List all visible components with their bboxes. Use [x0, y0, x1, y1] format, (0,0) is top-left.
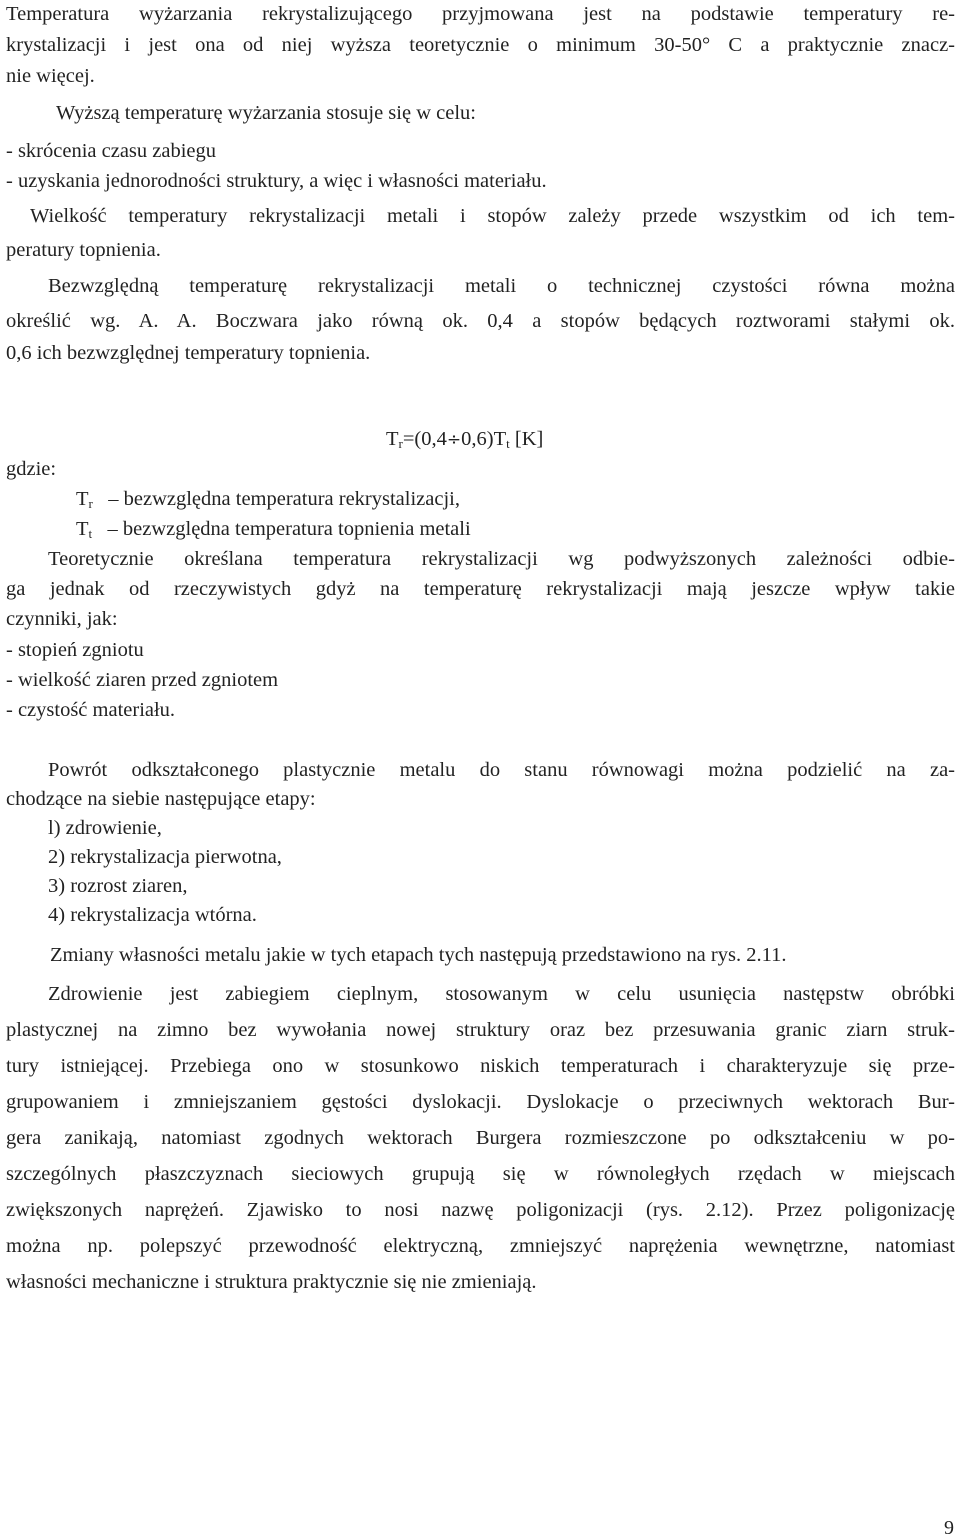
formula-unit: [K] [514, 428, 544, 450]
paragraph-line: gera zanikają, natomiast zgodnych wektorach Burgera rozmieszczone po odkształceniu w po- [6, 1127, 955, 1149]
paragraph-line: Temperatura wyżarzania rekrystalizującego przyjmowana jest na podstawie temperatury re- [6, 3, 955, 25]
paragraph-line: można np. polepszyć przewodność elektryczną, zmniejszyć naprężenia wewnętrzne, natomiast [6, 1235, 955, 1257]
paragraph-line: tury istniejącej. Przebiega ono w stosunkowo niskich temperaturach i charakteryzuje się prze- [6, 1055, 955, 1077]
paragraph-line: grupowaniem i zmniejszaniem gęstości dyslokacji. Dyslokacje o przeciwnych wektorach Bur- [6, 1091, 955, 1113]
list-item: - czystość materiału. [6, 699, 176, 721]
where-label: gdzie: [6, 458, 57, 480]
formula-part: =(0,4 [402, 428, 447, 450]
definition-line [76, 519, 471, 540]
definition-text: – bezwzględna temperatura topnienia metali [107, 518, 471, 540]
list-item: 2) rekrystalizacja pierwotna, [48, 846, 282, 868]
paragraph-line: Teoretycznie określana temperatura rekrystalizacji wg podwyższonych zależności odbie- [48, 548, 955, 570]
list-item: - uzyskania jednorodności struktury, a więc i własności materiału. [6, 170, 547, 192]
formula-symbol: T [386, 428, 399, 450]
definition-line [76, 489, 460, 510]
paragraph-line: 0,6 ich bezwzględnej temperatury topnienia. [6, 342, 371, 364]
paragraph-line: plastycznej na zimno bez wywołania nowej struktury oraz bez przesuwania granic ziarn struk- [6, 1019, 955, 1041]
list-item: - stopień zgniotu [6, 639, 144, 661]
definition-symbol: T [76, 488, 89, 510]
paragraph-line: Zdrowienie jest zabiegiem cieplnym, stosowanym w celu usunięcia następstw obróbki [48, 983, 955, 1005]
definition-subscript: t [88, 526, 93, 541]
paragraph-line: Zmiany własności metalu jakie w tych etapach tych następują przedstawiono na rys. 2.11. [50, 944, 787, 966]
definition-symbol: T [76, 518, 89, 540]
list-item: - wielkość ziaren przed zgniotem [6, 669, 279, 691]
paragraph-line: krystalizacji i jest ona od niej wyższa teoretycznie o minimum 30-50° C a praktycznie znacz- [6, 34, 955, 56]
list-item: l) zdrowienie, [48, 817, 162, 839]
formula-subscript: r [398, 436, 403, 451]
paragraph-line: Wyższą temperaturę wyżarzania stosuje się w celu: [56, 102, 476, 124]
paragraph-line: chodzące na siebie następujące etapy: [6, 788, 316, 810]
paragraph-line: Powrót odkształconego plastycznie metalu do stanu równowagi można podzielić na za- [48, 759, 955, 781]
paragraph-line: własności mechaniczne i struktura praktycznie się nie zmieniają. [6, 1271, 537, 1293]
paragraph-line: Bezwzględną temperaturę rekrystalizacji metali o technicznej czystości równa można [48, 275, 955, 297]
definition-subscript: r [88, 496, 93, 511]
paragraph-line: szczególnych płaszczyznach sieciowych grupują się w równoległych rzędach w miejscach [6, 1163, 955, 1185]
formula-part: 0,6)T [461, 428, 507, 450]
division-sign: ÷ [446, 430, 462, 450]
list-item: 3) rozrost ziaren, [48, 875, 188, 897]
list-item: 4) rekrystalizacja wtórna. [48, 904, 257, 926]
formula [386, 429, 543, 450]
paragraph-line: peratury topnienia. [6, 239, 161, 261]
page-number: 9 [944, 1517, 954, 1539]
paragraph-line: Wielkość temperatury rekrystalizacji metali i stopów zależy przede wszystkim od ich tem- [30, 205, 955, 227]
definition-text: – bezwzględna temperatura rekrystalizacji, [108, 488, 460, 510]
paragraph-line: ga jednak od rzeczywistych gdyż na temperaturę rekrystalizacji mają jeszcze wpływ takie [6, 578, 955, 600]
paragraph-line: nie więcej. [6, 65, 95, 87]
formula-subscript: t [506, 436, 510, 451]
paragraph-line: określić wg. A. A. Boczwara jako równą ok. 0,4 a stopów będących roztworami stałymi ok. [6, 310, 955, 332]
list-item: - skrócenia czasu zabiegu [6, 140, 217, 162]
paragraph-line: czynniki, jak: [6, 608, 118, 630]
paragraph-line: zwiększonych naprężeń. Zjawisko to nosi nazwę poligonizacji (rys. 2.12). Przez poligonizację [6, 1199, 955, 1221]
